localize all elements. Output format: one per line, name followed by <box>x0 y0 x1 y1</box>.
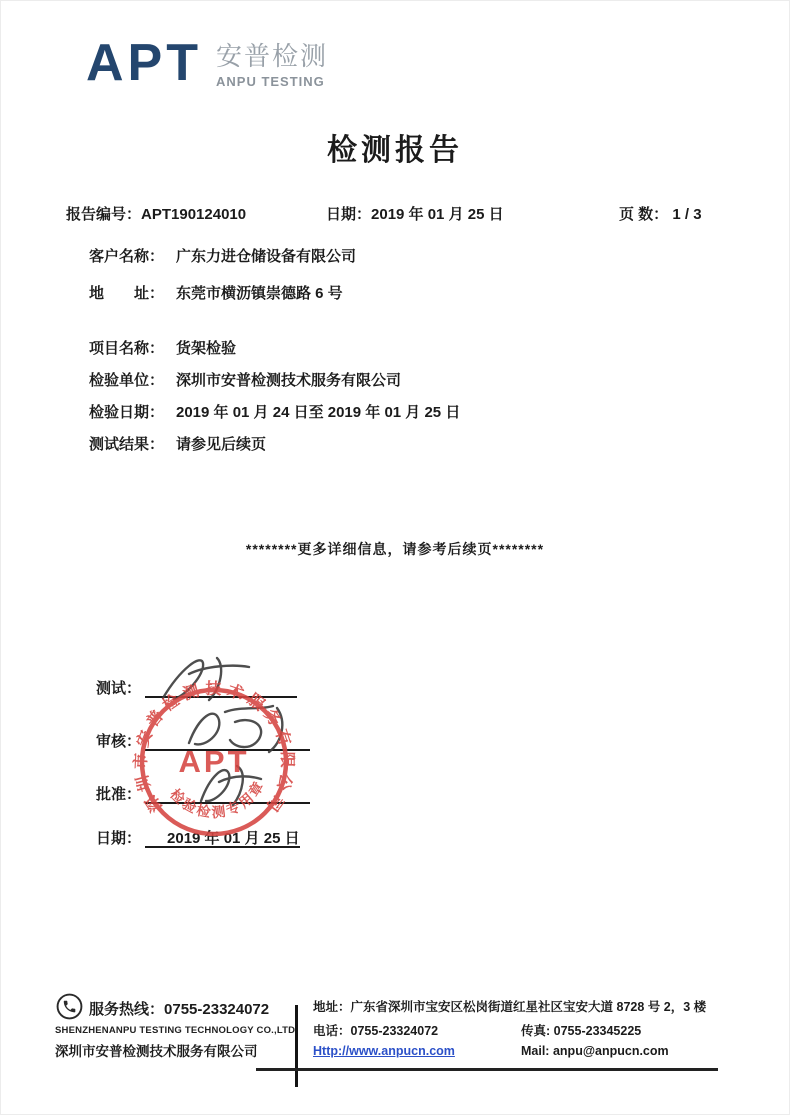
footer-company-english: SHENZHENANPU TESTING TECHNOLOGY CO.,LTD <box>55 1025 296 1036</box>
customer-name-value: 广东力进仓储设备有限公司 <box>176 248 357 265</box>
footer-phone-value: 0755-23324072 <box>350 1024 439 1038</box>
footer-phone-fax-row <box>313 1021 743 1039</box>
footer-fax-label: 传真: <box>521 1024 551 1038</box>
inspection-unit-label: 检验单位： <box>89 372 165 389</box>
phone-icon <box>56 993 83 1020</box>
footer-mail-value: anpu@anpucn.com <box>552 1044 669 1058</box>
footer-company-chinese: 深圳市安普检测技术服务有限公司 <box>55 1044 258 1059</box>
apt-logo-icon: APT <box>86 34 202 92</box>
logo-chinese-name: 安普检测 <box>216 41 329 71</box>
review-sign-label: 审核： <box>96 733 142 750</box>
footer-address-label: 地址： <box>313 1000 351 1014</box>
address-value: 东莞市横沥镇崇德路 6 号 <box>176 285 343 302</box>
report-number-label: 报告编号： <box>66 206 142 223</box>
footer-horizontal-rule <box>256 1068 718 1071</box>
footer-phone-label: 电话： <box>313 1024 351 1038</box>
company-logo <box>86 35 328 91</box>
footer-fax-value: 0755-23345225 <box>553 1024 642 1038</box>
footer-web-mail-row <box>313 1044 743 1058</box>
footer-address-row <box>313 997 743 1015</box>
footer-address-value: 广东省深圳市宝安区松岗街道红星社区宝安大道 8728 号 2，3 楼 <box>350 1000 707 1014</box>
report-number <box>66 203 246 224</box>
footer-mail <box>521 1044 669 1058</box>
page-count-label: 页 数： <box>619 206 669 223</box>
footer-mail-label: Mail: <box>521 1044 550 1058</box>
page-title: 检测报告 <box>327 134 463 167</box>
page-count <box>619 203 702 224</box>
seal-ring-text: 深圳市安普检测技术服务有限公司 <box>132 680 296 818</box>
test-result-value: 请参见后续页 <box>176 436 267 453</box>
report-date <box>326 203 504 224</box>
report-number-value: APT190124010 <box>141 206 247 223</box>
logo-english-name: ANPU TESTING <box>216 74 325 89</box>
more-info-note: ********更多详细信息，请参考后续页******** <box>245 541 545 557</box>
seal-center-text: APT <box>178 744 250 779</box>
footer-fax <box>521 1021 641 1039</box>
project-name-value: 货架检验 <box>176 340 237 357</box>
sign-date-value: 2019 年 01 月 25 日 <box>167 830 300 847</box>
inspection-date-label: 检验日期： <box>89 404 165 421</box>
website-link[interactable]: Http://www.anpucn.com <box>313 1044 455 1058</box>
page-count-value: 1 / 3 <box>672 206 702 223</box>
sign-date-label: 日期： <box>96 830 142 847</box>
hotline-number: 0755-23324072 <box>164 1001 270 1018</box>
seal-bottom-text: 检验检测专用章 <box>167 776 268 821</box>
test-sign-label: 测试： <box>96 680 142 697</box>
company-seal-stamp <box>125 673 303 851</box>
svg-text:检验检测专用章 <box>167 777 268 821</box>
test-result-label: 测试结果： <box>89 436 165 453</box>
report-date-value: 2019 年 01 月 25 日 <box>371 206 504 223</box>
customer-name-label: 客户名称： <box>89 248 165 265</box>
inspection-unit-value: 深圳市安普检测技术服务有限公司 <box>176 372 402 389</box>
footer-vertical-divider <box>295 1005 298 1087</box>
address-label: 地 址： <box>89 285 165 302</box>
service-hotline <box>89 998 269 1019</box>
approve-sign-label: 批准： <box>96 786 142 803</box>
project-name-label: 项目名称： <box>89 340 165 357</box>
report-date-label: 日期： <box>326 206 372 223</box>
inspection-date-value: 2019 年 01 月 24 日至 2019 年 01 月 25 日 <box>176 404 461 421</box>
hotline-label: 服务热线： <box>89 1001 165 1018</box>
